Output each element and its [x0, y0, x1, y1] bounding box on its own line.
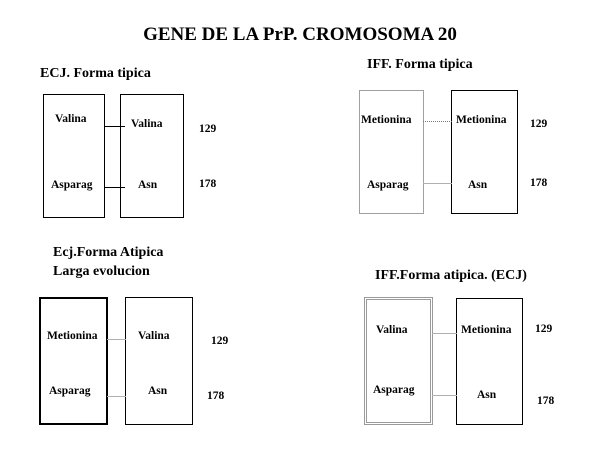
- panel-iff-typical-right-178: Asn: [468, 179, 488, 191]
- panel-ecj-typical-heading: ECJ. Forma tipica: [40, 66, 151, 81]
- panel-ecj-typical-right-allele-box: [120, 94, 184, 218]
- panel-ecj-atypical-left-178: Asparag: [49, 385, 91, 397]
- panel-ecj-atypical-right-178: Asn: [148, 385, 168, 397]
- panel-ecj-typical-link-178: [104, 187, 125, 188]
- panel-ecj-atypical-heading-line1: Ecj.Forma Atipica: [53, 245, 164, 260]
- panel-iff-typical-left-129: Metionina: [361, 114, 412, 126]
- panel-iff-atypical-link-129: [432, 333, 457, 334]
- panel-iff-typical-link-129: [423, 121, 452, 122]
- panel-ecj-typical-right-129: Valina: [131, 118, 163, 130]
- panel-ecj-atypical-right-129: Valina: [138, 330, 170, 342]
- panel-iff-atypical-left-allele-box: [364, 297, 433, 425]
- panel-iff-typical-right-allele-box: [451, 90, 518, 214]
- page-title: GENE DE LA PrP. CROMOSOMA 20: [143, 24, 457, 45]
- panel-iff-typical-heading: IFF. Forma tipica: [367, 57, 473, 72]
- panel-ecj-atypical-right-allele-box: [125, 297, 193, 425]
- panel-ecj-typical-link-129: [104, 126, 125, 127]
- panel-iff-atypical-left-178: Asparag: [373, 384, 415, 396]
- panel-iff-typical-left-178: Asparag: [367, 179, 409, 191]
- panel-iff-atypical-right-178: Asn: [477, 389, 497, 401]
- panel-iff-atypical-codon-178: 178: [537, 395, 555, 407]
- panel-ecj-atypical-left-allele-box: [39, 297, 108, 425]
- panel-ecj-typical-right-178: Asn: [138, 179, 158, 191]
- panel-iff-atypical-right-allele-box: [456, 298, 523, 425]
- panel-ecj-atypical-codon-178: 178: [207, 390, 225, 402]
- panel-iff-typical-codon-129: 129: [530, 118, 548, 130]
- panel-iff-atypical-left-129: Valina: [376, 324, 408, 336]
- panel-ecj-atypical-left-129: Metionina: [47, 330, 98, 342]
- panel-iff-atypical-heading: IFF.Forma atipica. (ECJ): [375, 268, 527, 283]
- panel-ecj-typical-codon-129: 129: [199, 123, 217, 135]
- panel-ecj-typical-left-129: Valina: [55, 113, 87, 125]
- panel-iff-atypical-link-178: [432, 395, 457, 396]
- panel-ecj-atypical-codon-129: 129: [211, 335, 229, 347]
- panel-ecj-typical-left-178: Asparag: [51, 179, 93, 191]
- panel-ecj-atypical-heading-line2: Larga evolucion: [53, 264, 150, 279]
- panel-ecj-atypical-link-178: [107, 396, 126, 397]
- panel-iff-atypical-right-129: Metionina: [461, 324, 512, 336]
- panel-iff-atypical-codon-129: 129: [535, 323, 553, 335]
- panel-ecj-typical-codon-178: 178: [199, 178, 217, 190]
- panel-iff-typical-codon-178: 178: [530, 177, 548, 189]
- panel-iff-typical-left-allele-box: [359, 90, 424, 214]
- panel-iff-typical-link-178: [423, 183, 452, 184]
- panel-iff-typical-right-129: Metionina: [456, 114, 507, 126]
- panel-ecj-atypical-link-129: [107, 339, 126, 340]
